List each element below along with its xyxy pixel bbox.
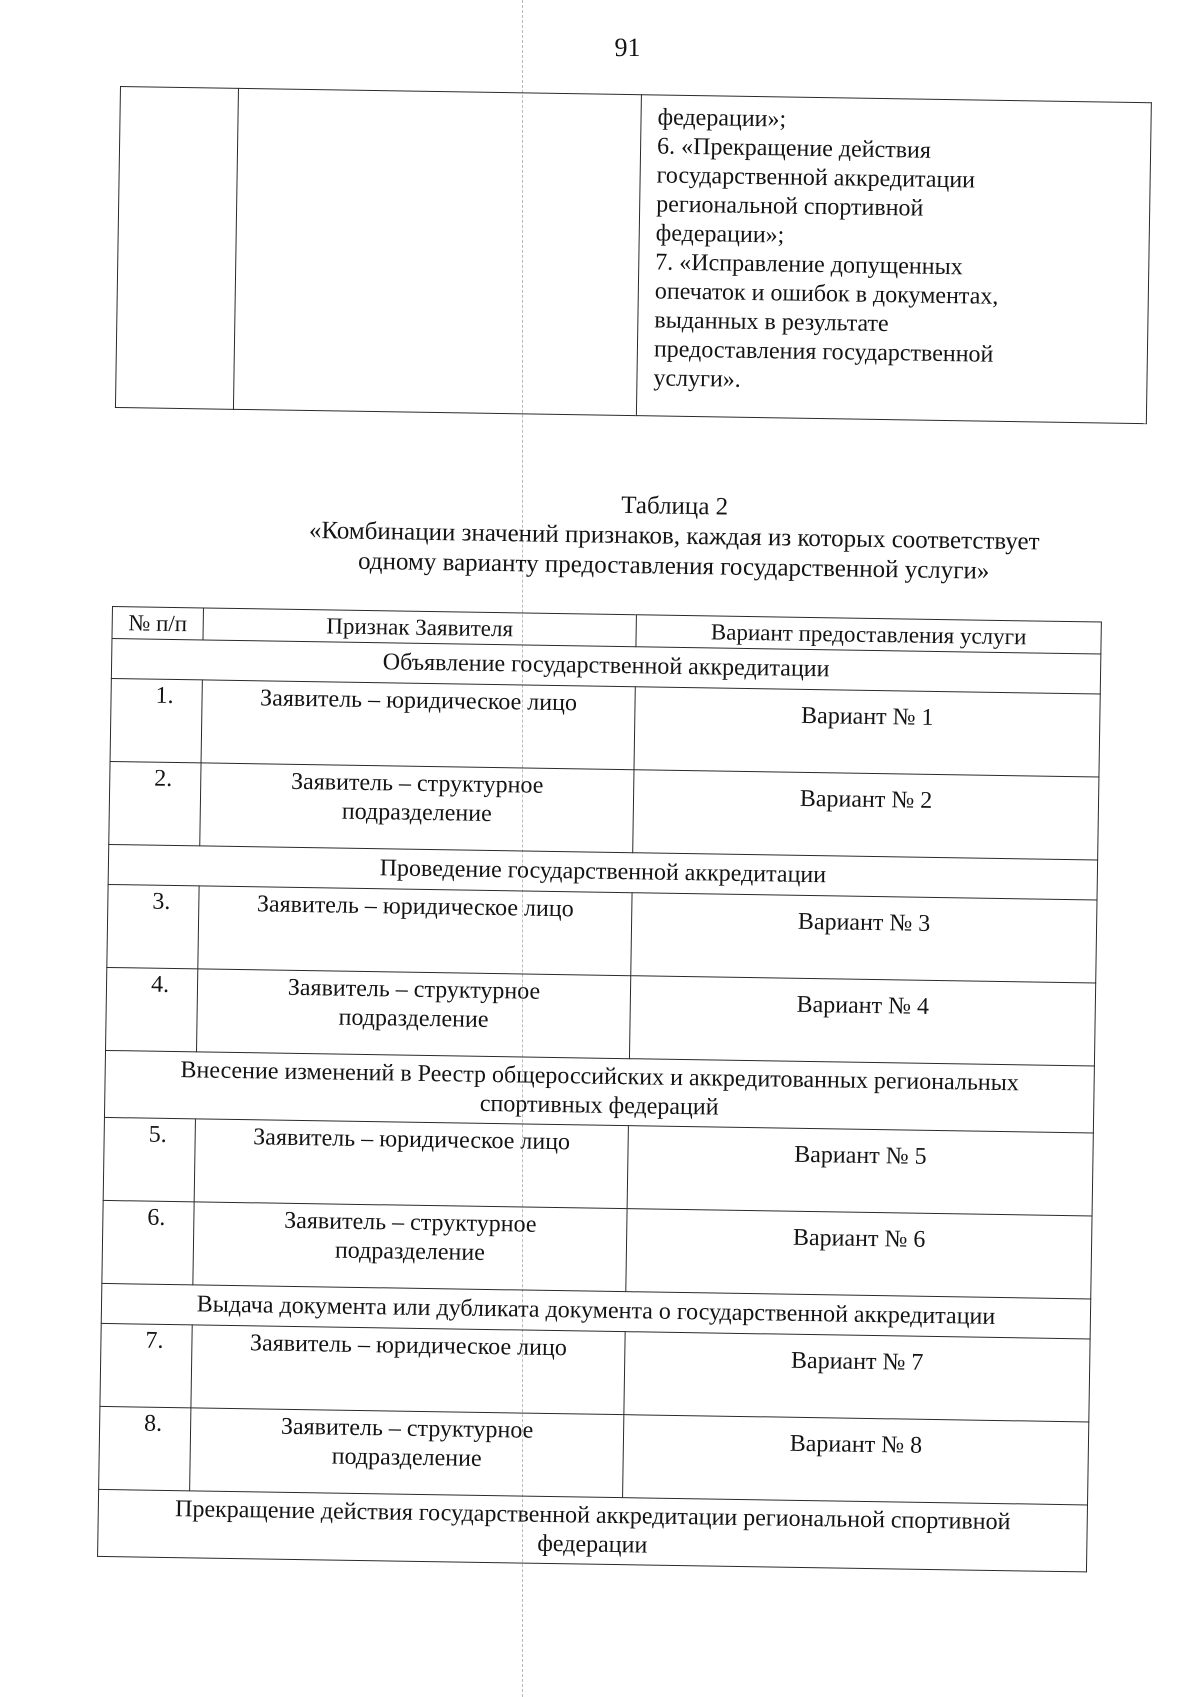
sign-line: подразделение — [334, 1237, 486, 1266]
continuation-table — [115, 86, 1152, 424]
sign-line: подразделение — [338, 1004, 489, 1033]
text-line: опечаток и ошибок в документах, — [654, 278, 999, 310]
row-number: 7. — [100, 1323, 192, 1407]
sign-line: Заявитель – структурное — [287, 974, 541, 1005]
variant-cell: Вариант № 5 — [627, 1126, 1093, 1216]
variant-cell: Вариант № 1 — [634, 687, 1100, 777]
table-row — [115, 87, 1151, 424]
sign-line: Заявитель – структурное — [290, 768, 544, 799]
section-title-line: спортивных федераций — [479, 1090, 719, 1121]
variant-cell: Вариант № 7 — [624, 1332, 1090, 1422]
applicant-sign — [190, 1408, 624, 1498]
table-caption: Таблица 2 — [621, 491, 729, 521]
header-sign: Признак Заявителя — [203, 608, 636, 647]
text-line: федерации»; — [655, 220, 785, 249]
variant-cell: Вариант № 3 — [631, 893, 1097, 983]
row-number: 2. — [109, 761, 201, 845]
row-number: 1. — [110, 678, 202, 762]
section-title: Проведение государственной аккредитации — [108, 844, 1098, 900]
table-row — [103, 1117, 1093, 1216]
text-line: выданных в результате — [654, 307, 889, 338]
sign-line: Заявитель – юридическое лицо — [253, 1124, 571, 1156]
table-row — [107, 884, 1097, 983]
section-title-line: Внесение изменений в Реестр общероссийских и аккредитованных региональных — [180, 1057, 1020, 1097]
section-row — [98, 1489, 1088, 1572]
continuation-text-cell — [636, 95, 1151, 424]
sign-line: Заявитель – структурное — [283, 1207, 537, 1238]
row-number: 6. — [102, 1200, 194, 1284]
row-number: 3. — [107, 884, 199, 968]
row-number: 8. — [99, 1406, 191, 1490]
row-number: 5. — [103, 1117, 195, 1201]
applicant-sign — [193, 1202, 627, 1292]
table-row — [100, 1323, 1090, 1422]
sign-line: подразделение — [341, 798, 492, 827]
text-line: предоставления государственной — [653, 336, 994, 368]
applicant-sign — [201, 680, 635, 770]
applicant-sign — [198, 886, 632, 976]
header-variant: Вариант предоставления услуги — [636, 615, 1101, 654]
table-row — [109, 761, 1099, 860]
table2 — [97, 606, 1102, 1572]
table-row — [102, 1200, 1092, 1299]
text-line: государственной аккредитации — [656, 162, 976, 194]
sign-line: Заявитель – структурное — [280, 1413, 534, 1444]
text-line: 7. «Исправление допущенных — [655, 249, 963, 281]
section-title-line: Прекращение действия государственной аккредитации региональной спортивной — [174, 1496, 1011, 1536]
empty-cell — [233, 88, 641, 415]
table-row — [110, 678, 1100, 777]
empty-cell — [115, 87, 238, 410]
section-title: Выдача документа или дубликата документа о государственной аккредитации — [101, 1283, 1091, 1339]
applicant-sign — [200, 763, 634, 853]
sign-line: Заявитель – юридическое лицо — [249, 1330, 568, 1362]
variant-cell: Вариант № 4 — [629, 976, 1095, 1066]
text-line: 6. «Прекращение действия — [656, 133, 932, 164]
variant-cell: Вариант № 6 — [626, 1209, 1092, 1299]
variant-cell: Вариант № 8 — [623, 1415, 1089, 1505]
header-num: № п/п — [112, 607, 203, 640]
section-title-line: федерации — [537, 1530, 648, 1559]
section-title: Объявление государственной аккредитации — [111, 639, 1101, 695]
row-number: 4. — [106, 967, 198, 1051]
text-line: услуги». — [653, 365, 741, 393]
table-row — [99, 1406, 1089, 1505]
applicant-sign — [191, 1325, 625, 1415]
text-line: региональной спортивной — [656, 191, 924, 222]
text-line: федерации»; — [657, 104, 787, 133]
table-title: одному варианту предоставления государственной услуги» — [357, 547, 990, 585]
applicant-sign — [194, 1119, 628, 1209]
table-title: «Комбинации значений признаков, каждая из которых соответствует — [308, 516, 1040, 556]
sign-line: Заявитель – юридическое лицо — [256, 891, 574, 923]
sign-line: Заявитель – юридическое лицо — [259, 685, 578, 717]
sign-line: подразделение — [331, 1443, 482, 1472]
table2-heading — [119, 483, 1200, 590]
variant-cell: Вариант № 2 — [633, 770, 1099, 860]
section-title — [98, 1489, 1088, 1572]
page-number: 91 — [614, 33, 641, 62]
applicant-sign — [197, 969, 631, 1059]
table-row — [106, 967, 1096, 1066]
